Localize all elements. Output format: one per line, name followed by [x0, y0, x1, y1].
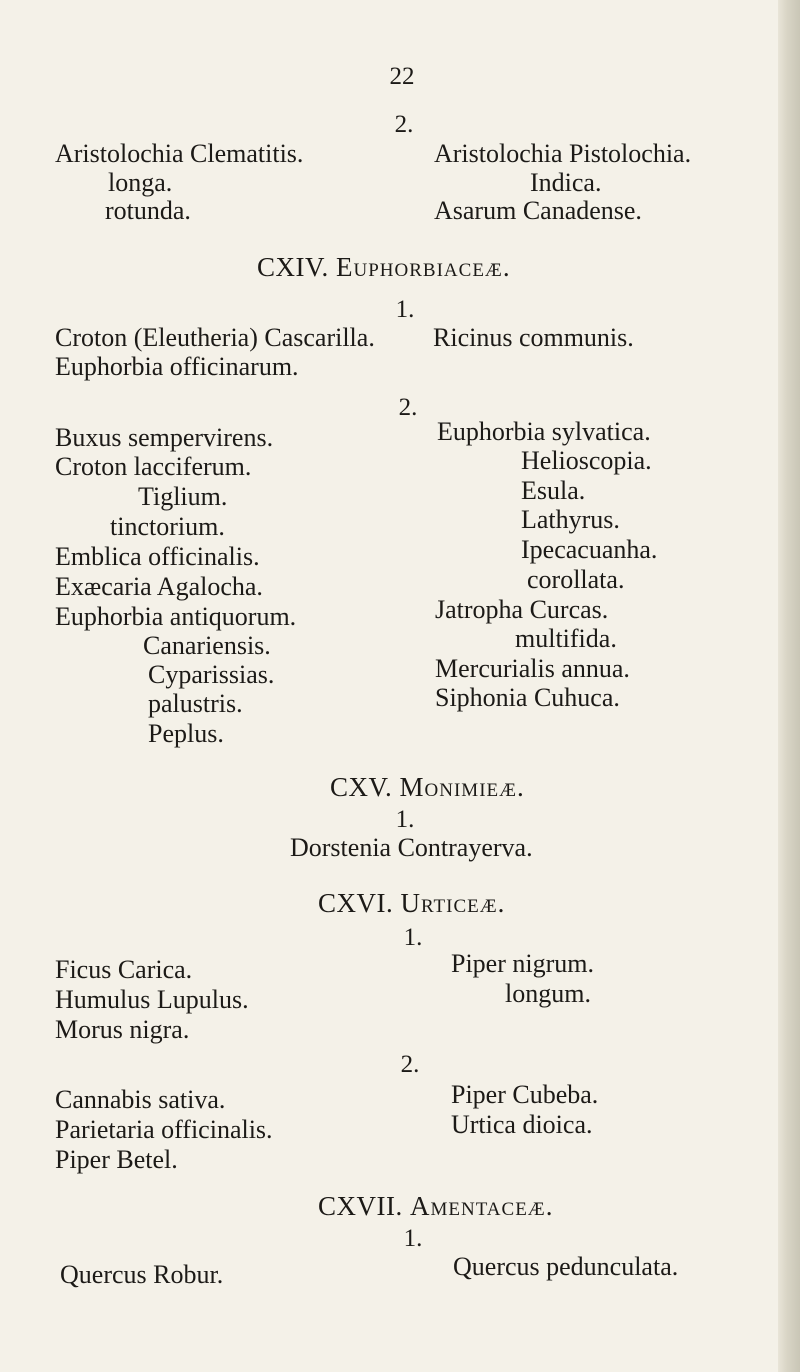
plant-name: Parietaria officinalis. — [55, 1115, 273, 1144]
plant-name: Dorstenia Contrayerva. — [290, 833, 533, 862]
plant-name: Lathyrus. — [521, 505, 620, 534]
plant-name: Mercurialis annua. — [435, 654, 630, 683]
page-number: 22 — [389, 63, 415, 90]
plant-name: Esula. — [521, 476, 586, 505]
plant-name: Piper nigrum. — [451, 949, 594, 978]
subgroup-number: 2. — [398, 394, 418, 421]
order-heading — [318, 1191, 553, 1221]
plant-name: Ricinus communis. — [433, 323, 634, 352]
subgroup-number: 1. — [395, 296, 415, 323]
plant-name: Emblica officinalis. — [55, 542, 260, 571]
subgroup-number: 1. — [403, 924, 423, 951]
order-numeral: CXVI. — [318, 888, 394, 918]
plant-name: Helioscopia. — [521, 446, 652, 475]
plant-name: rotunda. — [105, 196, 191, 225]
order-name: Monimieæ. — [399, 772, 525, 802]
plant-name: Indica. — [530, 168, 602, 197]
plant-name: tinctorium. — [110, 512, 225, 541]
plant-name: Tiglium. — [138, 482, 228, 511]
plant-name: longa. — [108, 168, 173, 197]
subgroup-number: 2. — [400, 1051, 420, 1078]
page-edge — [778, 0, 800, 1372]
plant-name: Urtica dioica. — [451, 1110, 593, 1139]
plant-name: Ficus Carica. — [55, 955, 193, 984]
subgroup-number: 1. — [403, 1225, 423, 1252]
plant-name: Exæcaria Agalocha. — [55, 572, 263, 601]
plant-name: Croton lacciferum. — [55, 452, 252, 481]
plant-name: multifida. — [515, 624, 617, 653]
plant-name: Euphorbia antiquorum. — [55, 602, 297, 631]
plant-name: Euphorbia officinarum. — [55, 352, 299, 381]
plant-name: Cannabis sativa. — [55, 1085, 226, 1114]
plant-name: Ipecacuanha. — [521, 535, 658, 564]
plant-name: Asarum Canadense. — [434, 196, 642, 225]
order-heading — [318, 888, 505, 918]
plant-name: Buxus sempervirens. — [55, 423, 274, 452]
order-heading — [330, 772, 525, 802]
plant-name: longum. — [505, 979, 591, 1008]
plant-name: Siphonia Cuhuca. — [435, 683, 620, 712]
plant-name: Piper Betel. — [55, 1145, 178, 1174]
plant-name: Aristolochia Clematitis. — [55, 139, 304, 168]
subgroup-number: 2. — [394, 111, 414, 138]
order-numeral: CXVII. — [318, 1191, 403, 1221]
plant-name: Peplus. — [148, 719, 224, 748]
plant-name: Euphorbia sylvatica. — [437, 417, 651, 446]
order-name: Amentaceæ. — [410, 1191, 554, 1221]
plant-name: Humulus Lupulus. — [55, 985, 249, 1014]
order-heading — [257, 252, 511, 282]
plant-name: Quercus Robur. — [60, 1260, 224, 1289]
plant-name: Morus nigra. — [55, 1015, 190, 1044]
plant-name: corollata. — [527, 565, 625, 594]
plant-name: Croton (Eleutheria) Cascarilla. — [55, 323, 375, 352]
plant-name: Aristolochia Pistolochia. — [434, 139, 692, 168]
order-name: Euphorbiaceæ. — [336, 252, 511, 282]
subgroup-number: 1. — [395, 806, 415, 833]
plant-name: Canariensis. — [143, 631, 271, 660]
plant-name: Piper Cubeba. — [451, 1080, 599, 1109]
order-name: Urticeæ. — [400, 888, 506, 918]
plant-name: Quercus pedunculata. — [453, 1252, 679, 1281]
order-numeral: CXIV. — [257, 252, 329, 282]
plant-name: palustris. — [148, 689, 243, 718]
order-numeral: CXV. — [330, 772, 393, 802]
plant-name: Cyparissias. — [148, 660, 275, 689]
plant-name: Jatropha Curcas. — [435, 595, 609, 624]
